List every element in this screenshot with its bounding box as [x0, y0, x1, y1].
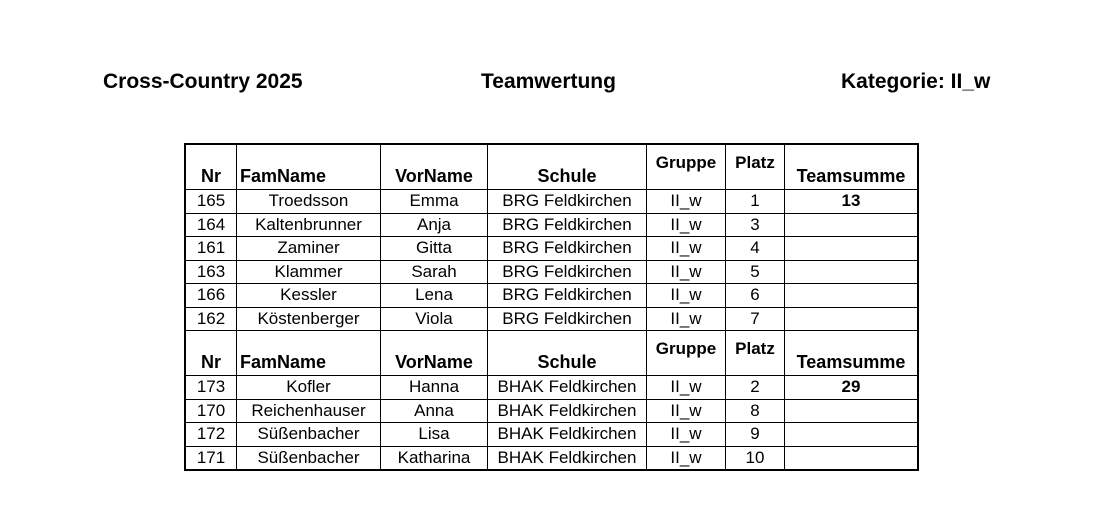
cell-schule: BRG Feldkirchen — [488, 307, 647, 331]
cell-famname: Zaminer — [237, 237, 381, 261]
cell-gruppe: II_w — [647, 446, 726, 470]
cell-platz: 10 — [726, 446, 785, 470]
table-header-row — [185, 331, 918, 376]
cell-teamsumme — [785, 307, 919, 331]
cell-schule: BHAK Feldkirchen — [488, 376, 647, 400]
cell-vorname: Viola — [381, 307, 488, 331]
table-row — [185, 213, 918, 237]
column-header-teamsumme: Teamsumme — [785, 331, 919, 376]
column-header-gruppe: Gruppe — [647, 331, 726, 376]
cell-teamsumme — [785, 213, 919, 237]
column-header-platz: Platz — [726, 144, 785, 190]
cell-schule: BHAK Feldkirchen — [488, 399, 647, 423]
cell-famname: Süßenbacher — [237, 423, 381, 447]
column-header-nr: Nr — [185, 144, 237, 190]
cell-vorname: Gitta — [381, 237, 488, 261]
cell-platz: 7 — [726, 307, 785, 331]
cell-gruppe: II_w — [647, 260, 726, 284]
cell-platz: 2 — [726, 376, 785, 400]
cell-teamsumme — [785, 399, 919, 423]
cell-vorname: Emma — [381, 190, 488, 214]
cell-nr: 172 — [185, 423, 237, 447]
cell-gruppe: II_w — [647, 284, 726, 308]
table-row — [185, 190, 918, 214]
table-row — [185, 237, 918, 261]
table-row — [185, 399, 918, 423]
cell-teamsumme — [785, 423, 919, 447]
column-header-vorname: VorName — [381, 331, 488, 376]
column-header-teamsumme: Teamsumme — [785, 144, 919, 190]
cell-nr: 163 — [185, 260, 237, 284]
cell-teamsumme — [785, 260, 919, 284]
cell-vorname: Lena — [381, 284, 488, 308]
table-row — [185, 260, 918, 284]
cell-nr: 165 — [185, 190, 237, 214]
cell-famname: Reichenhauser — [237, 399, 381, 423]
cell-platz: 4 — [726, 237, 785, 261]
cell-vorname: Hanna — [381, 376, 488, 400]
cell-vorname: Lisa — [381, 423, 488, 447]
cell-famname: Süßenbacher — [237, 446, 381, 470]
cell-schule: BRG Feldkirchen — [488, 284, 647, 308]
cell-famname: Kessler — [237, 284, 381, 308]
cell-gruppe: II_w — [647, 423, 726, 447]
table-row — [185, 423, 918, 447]
cell-schule: BRG Feldkirchen — [488, 190, 647, 214]
column-header-nr: Nr — [185, 331, 237, 376]
cell-famname: Kaltenbrunner — [237, 213, 381, 237]
cell-vorname: Anna — [381, 399, 488, 423]
cell-schule: BRG Feldkirchen — [488, 260, 647, 284]
cell-gruppe: II_w — [647, 307, 726, 331]
cell-vorname: Katharina — [381, 446, 488, 470]
cell-nr: 161 — [185, 237, 237, 261]
cell-gruppe: II_w — [647, 376, 726, 400]
table-row — [185, 376, 918, 400]
cell-teamsumme — [785, 284, 919, 308]
cell-famname: Köstenberger — [237, 307, 381, 331]
table-row — [185, 284, 918, 308]
cell-nr: 162 — [185, 307, 237, 331]
team-sum-value: 29 — [785, 376, 919, 400]
cell-schule: BRG Feldkirchen — [488, 237, 647, 261]
cell-platz: 9 — [726, 423, 785, 447]
cell-schule: BRG Feldkirchen — [488, 213, 647, 237]
event-title: Cross-Country 2025 — [103, 70, 303, 93]
table-row — [185, 307, 918, 331]
column-header-schule: Schule — [488, 331, 647, 376]
cell-platz: 8 — [726, 399, 785, 423]
column-header-famname: FamName — [237, 331, 381, 376]
column-header-gruppe: Gruppe — [647, 144, 726, 190]
cell-nr: 164 — [185, 213, 237, 237]
cell-nr: 166 — [185, 284, 237, 308]
cell-famname: Troedsson — [237, 190, 381, 214]
cell-platz: 6 — [726, 284, 785, 308]
cell-famname: Kofler — [237, 376, 381, 400]
cell-teamsumme — [785, 446, 919, 470]
cell-schule: BHAK Feldkirchen — [488, 423, 647, 447]
column-header-famname: FamName — [237, 144, 381, 190]
team-results-table — [184, 143, 919, 471]
column-header-schule: Schule — [488, 144, 647, 190]
report-title: Teamwertung — [481, 70, 616, 93]
column-header-platz: Platz — [726, 331, 785, 376]
cell-vorname: Anja — [381, 213, 488, 237]
table-header-row — [185, 144, 918, 190]
cell-gruppe: II_w — [647, 399, 726, 423]
cell-famname: Klammer — [237, 260, 381, 284]
cell-nr: 171 — [185, 446, 237, 470]
cell-gruppe: II_w — [647, 213, 726, 237]
table-row — [185, 446, 918, 470]
cell-platz: 3 — [726, 213, 785, 237]
cell-platz: 1 — [726, 190, 785, 214]
column-header-vorname: VorName — [381, 144, 488, 190]
cell-teamsumme — [785, 237, 919, 261]
cell-nr: 173 — [185, 376, 237, 400]
cell-gruppe: II_w — [647, 237, 726, 261]
cell-nr: 170 — [185, 399, 237, 423]
cell-gruppe: II_w — [647, 190, 726, 214]
category-label: Kategorie: II_w — [841, 70, 991, 93]
cell-schule: BHAK Feldkirchen — [488, 446, 647, 470]
cell-vorname: Sarah — [381, 260, 488, 284]
cell-platz: 5 — [726, 260, 785, 284]
team-sum-value: 13 — [785, 190, 919, 214]
